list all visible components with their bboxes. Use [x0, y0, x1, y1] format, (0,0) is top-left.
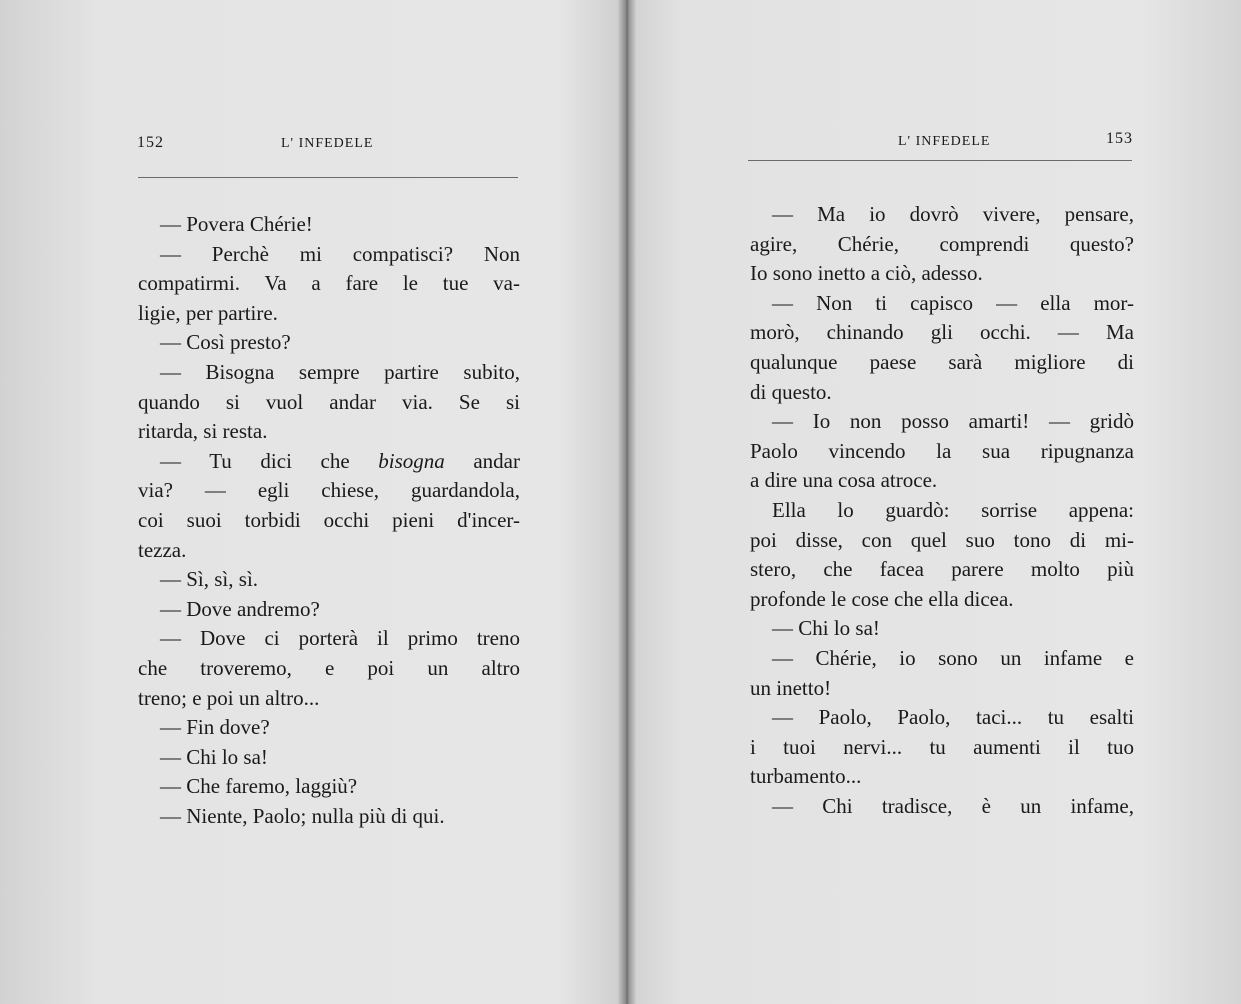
text-segment: andar — [444, 448, 521, 473]
text-line: di questo. — [750, 379, 832, 404]
text-line: profonde le cose che ella dicea. — [750, 586, 1014, 611]
italic-word: bisogna — [378, 448, 445, 473]
text-line: — Così presto? — [160, 330, 291, 355]
text-line: Io sono inetto a ciò, adesso. — [750, 261, 983, 286]
text-line: i tuoi nervi... tu aumenti il tuo — [750, 734, 1134, 759]
text-line: — Povera Chérie! — [160, 212, 313, 236]
right-page-body — [750, 200, 1134, 821]
text-line: — Fin dove? — [160, 715, 270, 740]
text-line: — Bisogna sempre partire subito, — [160, 359, 520, 384]
text-line: coi suoi torbidi occhi pieni d'incer- — [138, 507, 520, 532]
page-number: 152 — [137, 134, 164, 151]
left-page — [0, 0, 618, 1004]
right-page — [636, 0, 1241, 1004]
running-title: L' INFEDELE — [898, 134, 991, 149]
text-line: — Ma io dovrò vivere, pensare, — [772, 202, 1134, 226]
text-line: Ella lo guardò: sorrise appena: — [772, 497, 1134, 522]
text-line: — Chi lo sa! — [772, 616, 880, 641]
text-line: — Perchè mi compatisci? Non — [160, 241, 520, 266]
text-line: — Che faremo, laggiù? — [160, 774, 358, 799]
text-line: — Niente, Paolo; nulla più di qui. — [160, 803, 445, 828]
left-page-body — [138, 210, 520, 831]
text-line: — Paolo, Paolo, taci... tu esalti — [772, 705, 1134, 730]
text-line: turbamento... — [750, 764, 862, 789]
text-line: — Chi tradisce, è un infame, — [772, 793, 1134, 818]
text-line: agire, Chérie, comprendi questo? — [750, 231, 1134, 256]
text-line: ritarda, si resta. — [138, 419, 268, 444]
text-line: treno; e poi un altro... — [138, 685, 320, 710]
book-gutter — [618, 0, 636, 1004]
text-line: qualunque paese sarà migliore di — [750, 349, 1134, 374]
running-title: L' INFEDELE — [281, 136, 374, 151]
text-line: via? — egli chiese, guardandola, — [138, 478, 520, 503]
text-line: stero, che facea parere molto più — [750, 557, 1134, 582]
text-line: Paolo vincendo la sua ripugnanza — [750, 438, 1134, 463]
text-line: un inetto! — [750, 675, 832, 700]
text-line: — Non ti capisco — ella mor- — [772, 290, 1134, 315]
text-line: compatirmi. Va a fare le tue va- — [138, 271, 520, 296]
text-line: — Dove ci porterà il primo treno — [160, 626, 520, 651]
text-line: a dire una cosa atroce. — [750, 468, 938, 493]
text-line: che troveremo, e poi un altro — [138, 655, 520, 680]
text-line: tezza. — [138, 537, 187, 562]
text-line: — Chi lo sa! — [160, 744, 268, 769]
text-line: ligie, per partire. — [138, 300, 278, 325]
text-line — [138, 447, 520, 477]
text-line: — Dove andremo? — [160, 596, 320, 621]
text-line: morò, chinando gli occhi. — Ma — [750, 320, 1134, 345]
text-segment: — Tu dici che — [160, 448, 379, 473]
text-line: — Io non posso amarti! — gridò — [772, 409, 1134, 434]
text-line: quando si vuol andar via. Se si — [138, 389, 520, 414]
text-line: — Sì, sì, sì. — [160, 567, 259, 592]
text-line: — Chérie, io sono un infame e — [772, 645, 1134, 670]
header-rule — [138, 177, 518, 178]
header-rule — [748, 160, 1132, 161]
text-line: poi disse, con quel suo tono di mi- — [750, 527, 1134, 552]
page-number: 153 — [1106, 130, 1133, 147]
